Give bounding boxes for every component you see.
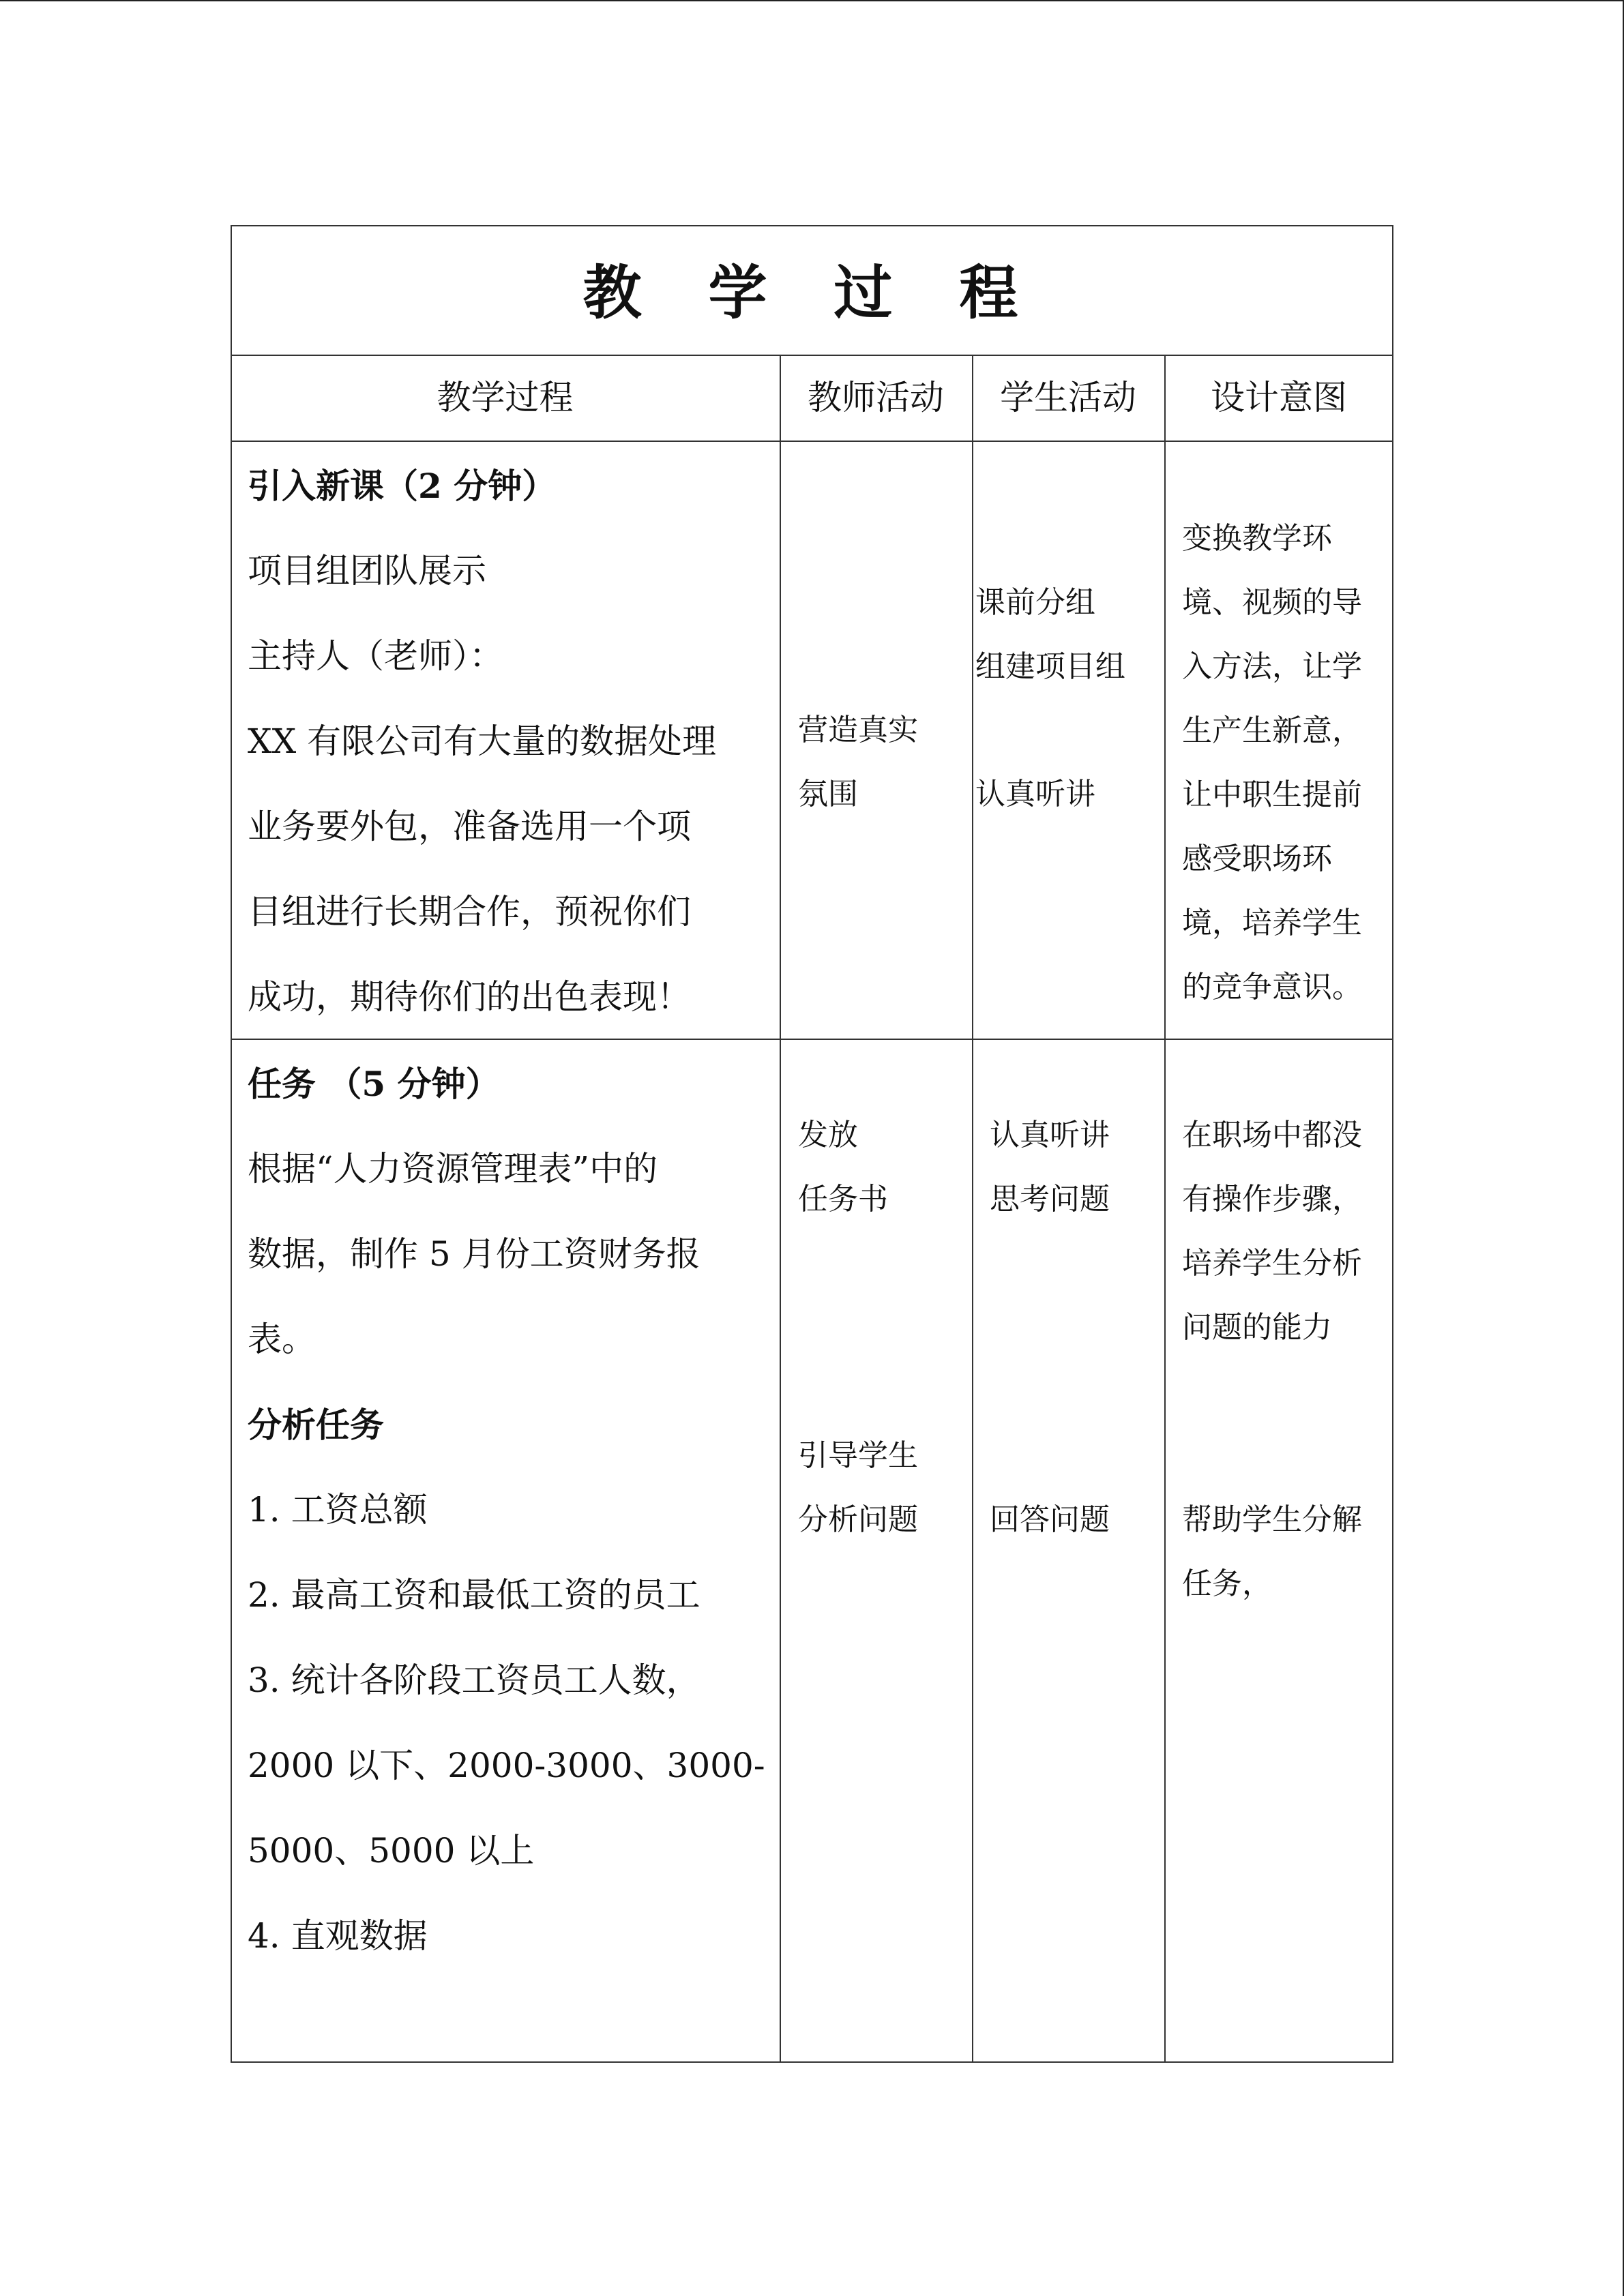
intent-line: 境、视频的导 [1182, 585, 1362, 620]
column-divider-3 [1164, 355, 1166, 2063]
table-title: 教 学 过 程 [582, 258, 1042, 327]
section1-line: 业务要外包，准备选用一个项 [248, 807, 691, 846]
student-line: 组建项目组 [975, 649, 1125, 684]
section1-design-intent [1182, 507, 1362, 1019]
intent-line: 境，培养学生 [1182, 906, 1362, 940]
teacher-line: 任务书 [798, 1182, 888, 1217]
section1-line: 成功，期待你们的出色表现！ [248, 977, 691, 1017]
intent-line: 的竞争意识。 [1182, 970, 1362, 1004]
teacher-line: 氛围 [798, 777, 858, 811]
section2-task-item: 5000、5000 以上 [248, 1831, 535, 1870]
section2-subheading: 分析任务 [248, 1405, 384, 1445]
intent-line: 问题的能力 [1182, 1310, 1332, 1345]
section1-student-activity-b [975, 762, 1095, 826]
section1-line: 目组进行长期合作，预祝你们 [248, 892, 691, 931]
column-divider-1 [780, 355, 781, 2063]
section2-task-item: 4. 直观数据 [248, 1916, 428, 1956]
intent-line: 任务， [1182, 1566, 1272, 1601]
student-line: 认真听讲 [975, 777, 1095, 811]
intent-line: 感受职场环 [1182, 841, 1332, 876]
section2-line: 根据“人力资源管理表”中的 [248, 1149, 658, 1189]
section2-line: 数据，制作 5 月份工资财务报 [248, 1234, 700, 1274]
section2-student-activity-a [990, 1103, 1110, 1232]
intent-line: 有操作步骤， [1182, 1182, 1362, 1217]
teacher-line: 引导学生 [798, 1438, 918, 1473]
header-student-activity: 学生活动 [1000, 378, 1136, 417]
section1-student-activity-a [975, 571, 1125, 699]
section1-line: 主持人（老师）： [248, 636, 503, 676]
section2-design-intent-a [1182, 1103, 1362, 1360]
section2-line: 表。 [248, 1320, 316, 1359]
section2-student-activity-b [990, 1488, 1110, 1552]
student-line: 认真听讲 [990, 1118, 1110, 1152]
column-divider-2 [972, 355, 973, 2063]
section2-teacher-activity-a [798, 1103, 888, 1232]
teacher-line: 发放 [798, 1118, 858, 1152]
intent-line: 在职场中都没 [1182, 1118, 1362, 1152]
header-process: 教学过程 [437, 378, 574, 417]
section1-line: XX 有限公司有大量的数据处理 [248, 721, 717, 761]
header-design-intent: 设计意图 [1211, 378, 1347, 417]
intent-line: 入方法，让学 [1182, 649, 1362, 684]
intent-line: 让中职生提前 [1182, 777, 1362, 812]
student-line: 回答问题 [990, 1502, 1110, 1537]
teacher-line: 分析问题 [798, 1502, 918, 1537]
section2-heading: 任务 （5 分钟） [248, 1064, 500, 1104]
intent-line: 变换教学环 [1182, 521, 1332, 556]
section1-process [248, 443, 716, 1040]
intent-line: 生产生新意， [1182, 713, 1362, 748]
section2-process [248, 1041, 765, 1979]
student-line: 思考问题 [990, 1182, 1110, 1217]
intent-line: 培养学生分析 [1182, 1246, 1362, 1281]
section2-task-item: 3. 统计各阶段工资员工人数， [248, 1660, 700, 1700]
intent-line: 帮助学生分解 [1182, 1502, 1362, 1537]
student-line: 课前分组 [975, 585, 1095, 620]
section1-heading: 引入新课（2 分钟） [248, 466, 557, 506]
section1-line: 项目组团队展示 [248, 551, 486, 591]
section2-design-intent-b [1182, 1488, 1362, 1616]
section2-task-item: 1. 工资总额 [248, 1490, 428, 1530]
title-row-divider [231, 355, 1393, 356]
section1-teacher-activity [798, 698, 918, 826]
header-teacher-activity: 教师活动 [808, 378, 944, 417]
section2-task-item: 2. 最高工资和最低工资的员工 [248, 1575, 700, 1615]
header-row-divider [231, 441, 1393, 442]
section2-teacher-activity-b [798, 1424, 918, 1552]
teacher-line: 营造真实 [798, 713, 918, 747]
section2-task-item: 2000 以下、2000-3000、3000- [248, 1746, 765, 1785]
